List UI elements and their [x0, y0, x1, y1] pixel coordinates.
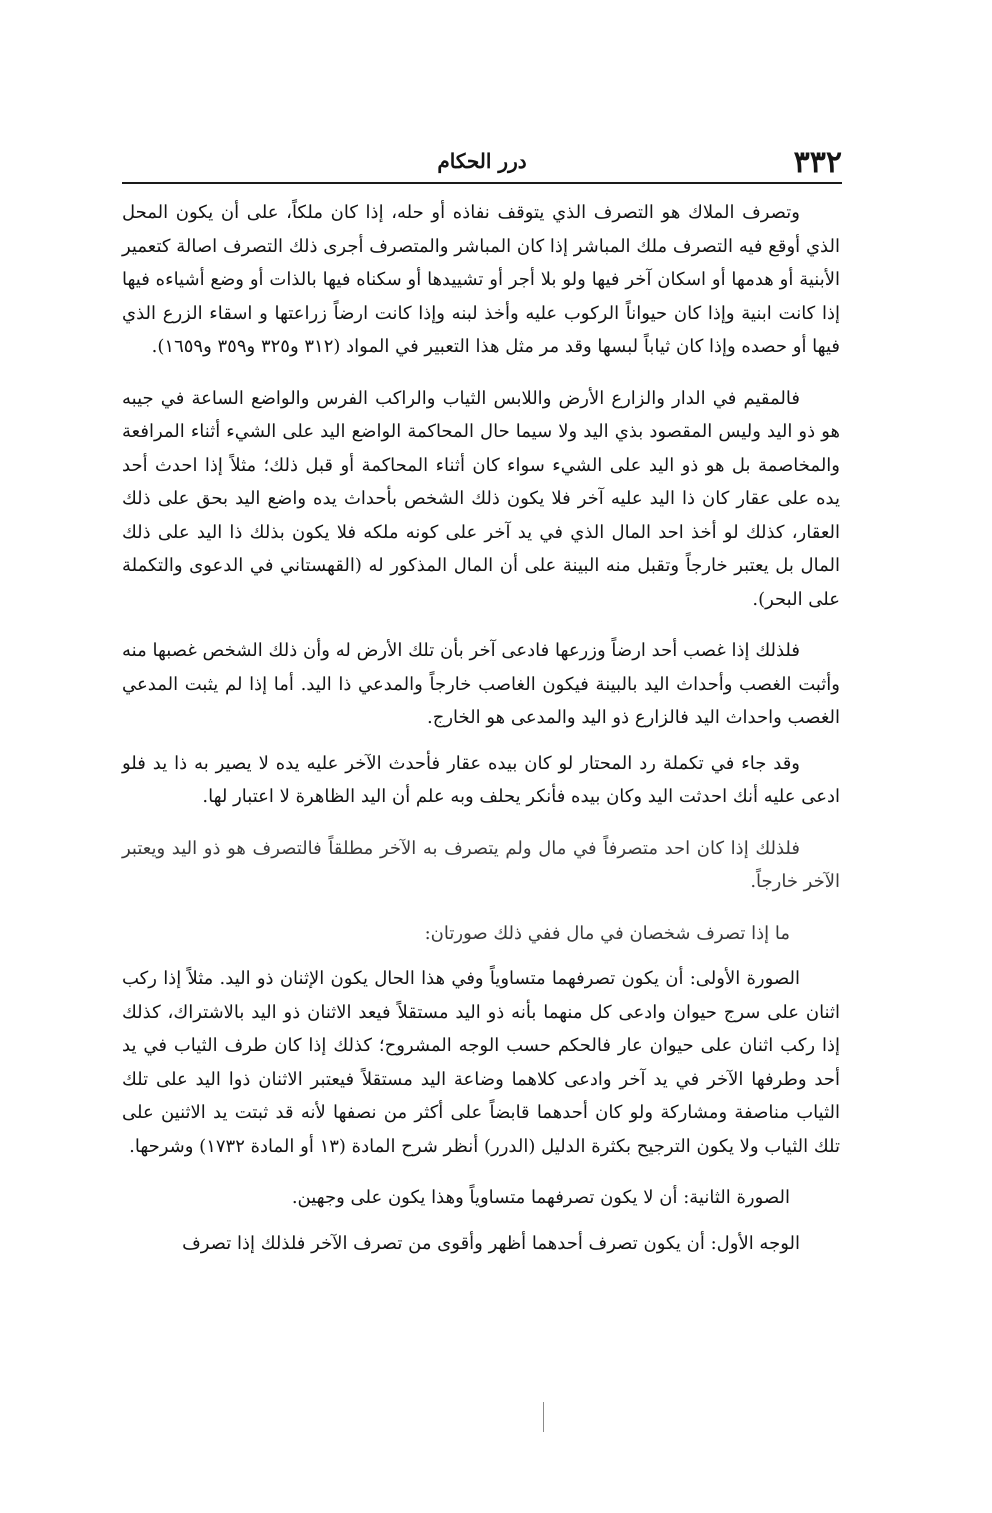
paragraph-2: فالمقيم في الدار والزارع الأرض واللابس الثياب والراكب الفرس والواضع الساعة في جيبه هو ذو اليد وليس المقصود بذي اليد ولا سيما حال المحاكمة الواضع اليد على الشيء أثناء المرافعة والمخاصمة بل هو ذو اليد على الشيء سواء كان أثناء المحاكمة أو قبل ذلك؛ مثلاً إذا احدث أحد يده على عقار كان ذا اليد عليه آخر فلا يكون ذلك الشخص بأحداث يده واضع اليد بحق على ذلك العقار، كذلك لو أخذ احد المال الذي في يد آخر على كونه ملكه فلا يكون بذلك ذا اليد على ذلك المال بل يعتبر خارجاً وتقبل منه البينة على أن المال المذكور له (القهستاني في الدعوى والتكملة على البحر). [122, 387, 840, 610]
paragraph-1: وتصرف الملاك هو التصرف الذي يتوقف نفاذه أو حله، إذا كان ملكاً، على أن يكون المحل الذي أوقع فيه التصرف ملك المباشر إذا كان المباشر والمتصرف أجرى ذلك التصرف اصالة كتعمير الأبنية أو هدمها أو اسكان آخر فيها ولو بلا أجر أو تشييدها أو سكناه فيها بالذات أو وضع أشياءه فيها إذا كانت ابنية وإذا كان حيواناً الركوب عليه وأخذ لبنه وإذا كانت ارضاً زراعتها و اسقاء الزرع الذي فيها أو حصده وإذا كان ثياباً لبسها وقد مر مثل هذا التعبير في المواد (٣١٢ و٣٢٥ و٣٥٩ و١٦٥٩). [122, 202, 840, 357]
header-rule [122, 182, 842, 184]
page-number: ٣٣٢ [793, 145, 842, 180]
paragraph-6: ما إذا تصرف شخصان في مال ففي ذلك صورتان: [424, 922, 790, 944]
paragraph-9: الوجه الأول: أن يكون تصرف أحدهما أظهر وأقوى من تصرف الآخر فلذلك إذا تصرف [182, 1232, 800, 1254]
page-header [122, 143, 842, 183]
paragraph-8: الصورة الثانية: أن لا يكون تصرفهما متساوياً وهذا يكون على وجهين. [291, 1187, 790, 1208]
paragraph-7: الصورة الأولى: أن يكون تصرفهما متساوياً وفي هذا الحال يكون الإثنان ذو اليد. مثلاً إذا ركب اثنان على سرج حيوان وادعى كل منهما بأنه ذو اليد مستقلاً فيعد الاثنان ذو اليد بالاشتراك، كذلك إذا ركب اثنان على حيوان عار فالحكم حسب الوجه المشروح؛ كذلك إذا كان طرف الثياب في يد أحد وطرفها الآخر في يد آخر وادعى كلاهما وضاعة اليد مستقلاً فيعتبر الاثنان ذوا اليد على تلك الثياب مناصفة ومشاركة ولو كان أحدهما قابضاً على أكثر من نصفها لأنه قد ثبتت يد الاثنين على تلك الثياب ولا يكون الترجيح بكثرة الدليل (الدرر) أنظر شرح المادة (١٣ أو المادة ١٧٣٢) وشرحها. [122, 968, 840, 1157]
paragraph-4: وقد جاء في تكملة رد المحتار لو كان بيده عقار فأحدث الآخر عليه يده لا يصير به ذا يد فلو ادعى عليه أنك احدثت اليد وكان بيده فأنكر يحلف وبه علم أن اليد الظاهرة لا اعتبار لها. [122, 752, 840, 807]
paragraph-3: فلذلك إذا غصب أحد ارضاً وزرعها فادعى آخر بأن تلك الأرض له وأن ذلك الشخص غصبها منه وأثبت الغصب وأحداث اليد بالبينة فيكون الغاصب خارجاً والمدعي ذا اليد. أما إذا لم يثبت المدعي الغصب واحداث اليد فالزارع ذو اليد والمدعى هو الخارج. [122, 640, 840, 728]
body-text [122, 196, 840, 1260]
paragraph-5: فلذلك إذا كان احد متصرفاً في مال ولم يتصرف به الآخر مطلقاً فالتصرف هو ذو اليد ويعتبر الآخر خارجاً. [122, 837, 840, 892]
gutter-mark [543, 1402, 544, 1432]
running-title: درر الحكام [437, 149, 527, 173]
